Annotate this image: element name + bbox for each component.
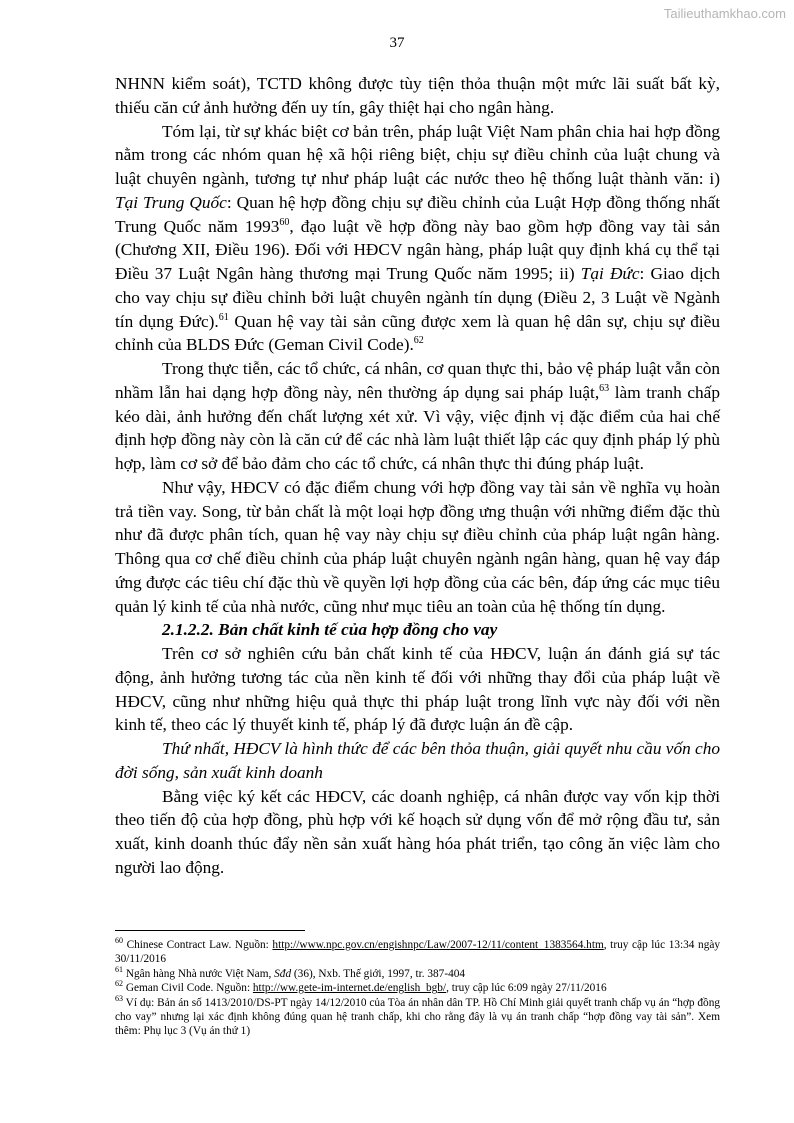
footnote-ref-62[interactable]: 62	[413, 335, 424, 347]
paragraph-6-italic: Thứ nhất, HĐCV là hình thức để các bên thỏa thuận, giải quyết nhu cầu vốn cho đời sống, sản xuất kinh doanh	[115, 739, 721, 782]
paragraph-7: Bằng việc ký kết các HĐCV, các doanh nghiệp, cá nhân được vay vốn kịp thời theo tiến độ của hợp đồng, phù hợp với kế hoạch sử dụng vốn để mở rộng đầu tư, sản xuất, kinh doanh thúc đẩy nền sản xuất hàng hóa phát triển, tạo công ăn việc làm cho người lao động.	[115, 786, 720, 877]
footnote-ref-63[interactable]: 63	[599, 382, 610, 394]
footnote-61: $^{61}$ Ngân hàng Nhà nước Việt Nam, Sđd (36), Nxb. Thế giới, 1997, tr. 387-404	[115, 965, 466, 980]
paragraph-1: NHNN kiểm soát), TCTD không được tùy tiện thỏa thuận một mức lãi suất bất kỳ, thiếu căn cứ ảnh hưởng đến uy tín, gây thiệt hại cho ngân hàng.	[115, 74, 720, 117]
paragraph-2: Tóm lại, từ sự khác biệt cơ bản trên, pháp luật Việt Nam phân chia hai hợp đồng nằm trong các nhóm quan hệ xã hội riêng biệt, chịu sự điều chỉnh của luật chung và luật chuyên ngành, tương tự như pháp luật các nước theo hệ thống luật thành văn: i) Tại Trung Quốc: Quan hệ hợp đồng chịu sự điều chỉnh của Luật Hợp đồng thống nhất Trung Quốc năm 1993$^{60}$, đạo luật về hợp đồng này bao gồm hợp đồng vay tài sản (Chương XII, Điều 196). Đối với HĐCV ngân hàng, pháp luật quy định khá cụ thể tại Điều 37 Luật Ngân hàng thương mại Trung Quốc năm 1995; ii) Tại Đức: Giao dịch cho vay chịu sự điều chỉnh bởi luật chuyên ngành tín dụng (Điều 2, 3 Luật về Ngành tín dụng Đức).$^{61}$ Quan hệ vay tài sản cũng được xem là quan hệ dân sự, chịu sự điều chỉnh của BLDS Đức (Geman Civil Code).$^{62}$	[115, 121, 720, 355]
paragraph-4: Như vậy, HĐCV có đặc điểm chung với hợp đồng vay tài sản về nghĩa vụ hoàn trả tiền vay. Song, từ bản chất là một loại hợp đồng ưng thuận với những điểm đặc thù như đã được phân tích, quan hệ vay này chịu sự điều chỉnh của pháp luật ngân hàng. Thông qua cơ chế điều chỉnh của pháp luật chuyên ngành ngân hàng, quan hệ vay đáp ứng được các tiêu chí đặc thù về quyền lợi hợp đồng của các bên, đáp ứng các mục tiêu quản lý kinh tế của nhà nước, cũng như mục tiêu an toàn của hệ thống tín dụng.	[115, 477, 720, 616]
footnote-62-link[interactable]: http://ww.gete-im-internet.de/english_bgb/	[252, 982, 447, 995]
paragraph-3: Trong thực tiễn, các tổ chức, cá nhân, cơ quan thực thi, bảo vệ pháp luật vẫn còn nhầm lẫn hai dạng hợp đồng này, nên thường áp dụng sai pháp luật,$^{63}$ làm tranh chấp kéo dài, ảnh hưởng đến chất lượng xét xử. Vì vậy, việc định vị đặc điểm của hai chế định hợp đồng này còn là căn cứ để các nhà làm luật thiết lập các quy định pháp lý phù hợp, làm cơ sở để bảo đảm cho các tổ chức, cá nhân thực thi đúng pháp luật.	[115, 359, 720, 473]
footnote-63: $^{63}$ Ví dụ: Bản án số 1413/2010/DS-PT ngày 14/12/2010 của Tòa án nhân dân TP. Hồ Chí Minh giải quyết tranh chấp vụ án “hợp đồng cho vay” nhưng lại xác định không đúng quan hệ tranh chấp, khi cho rằng đây là vụ án tranh chấp “hợp đồng vay tài sản”. Xem thêm: Phụ lục 3 (Vụ án thứ 1)	[115, 993, 720, 1038]
page-number: 37	[389, 35, 405, 51]
footnote-ref-60[interactable]: 60	[279, 216, 290, 228]
footnote-ref-61[interactable]: 61	[218, 311, 229, 323]
section-heading: 2.1.2.2. Bản chất kinh tế của hợp đồng cho vay	[162, 620, 498, 640]
footnote-62: $^{62}$ Geman Civil Code. Nguồn: http://ww.gete-im-internet.de/english_bgb/, truy cập lúc 6:09 ngày 27/11/2016	[115, 979, 607, 995]
footnote-60: $^{60}$ Chinese Contract Law. Nguồn: http://www.npc.gov.cn/engishnpc/Law/2007-12/11/content_1383564.htm, truy cập lúc 13:34 ngày 30/11/2016	[115, 936, 720, 966]
footnotes	[115, 938, 720, 1039]
paragraph-5: Trên cơ sở nghiên cứu bản chất kinh tế của HĐCV, luận án đánh giá sự tác động, ảnh hưởng tương tác của nền kinh tế đối với những thay đổi của pháp luật về HĐCV, cũng như những hiệu quả thực thi pháp luật trong lĩnh vực này đối với nền kinh tế, theo các lý thuyết kinh tế, pháp lý đã được luận án đề cập.	[115, 644, 720, 735]
footnote-60-link[interactable]: http://www.npc.gov.cn/engishnpc/Law/2007-12/11/content_1383564.htm	[272, 939, 604, 951]
watermark: Tailieuthamkhao.com	[663, 6, 786, 21]
body-text	[115, 72, 720, 880]
footnote-divider	[115, 930, 305, 931]
